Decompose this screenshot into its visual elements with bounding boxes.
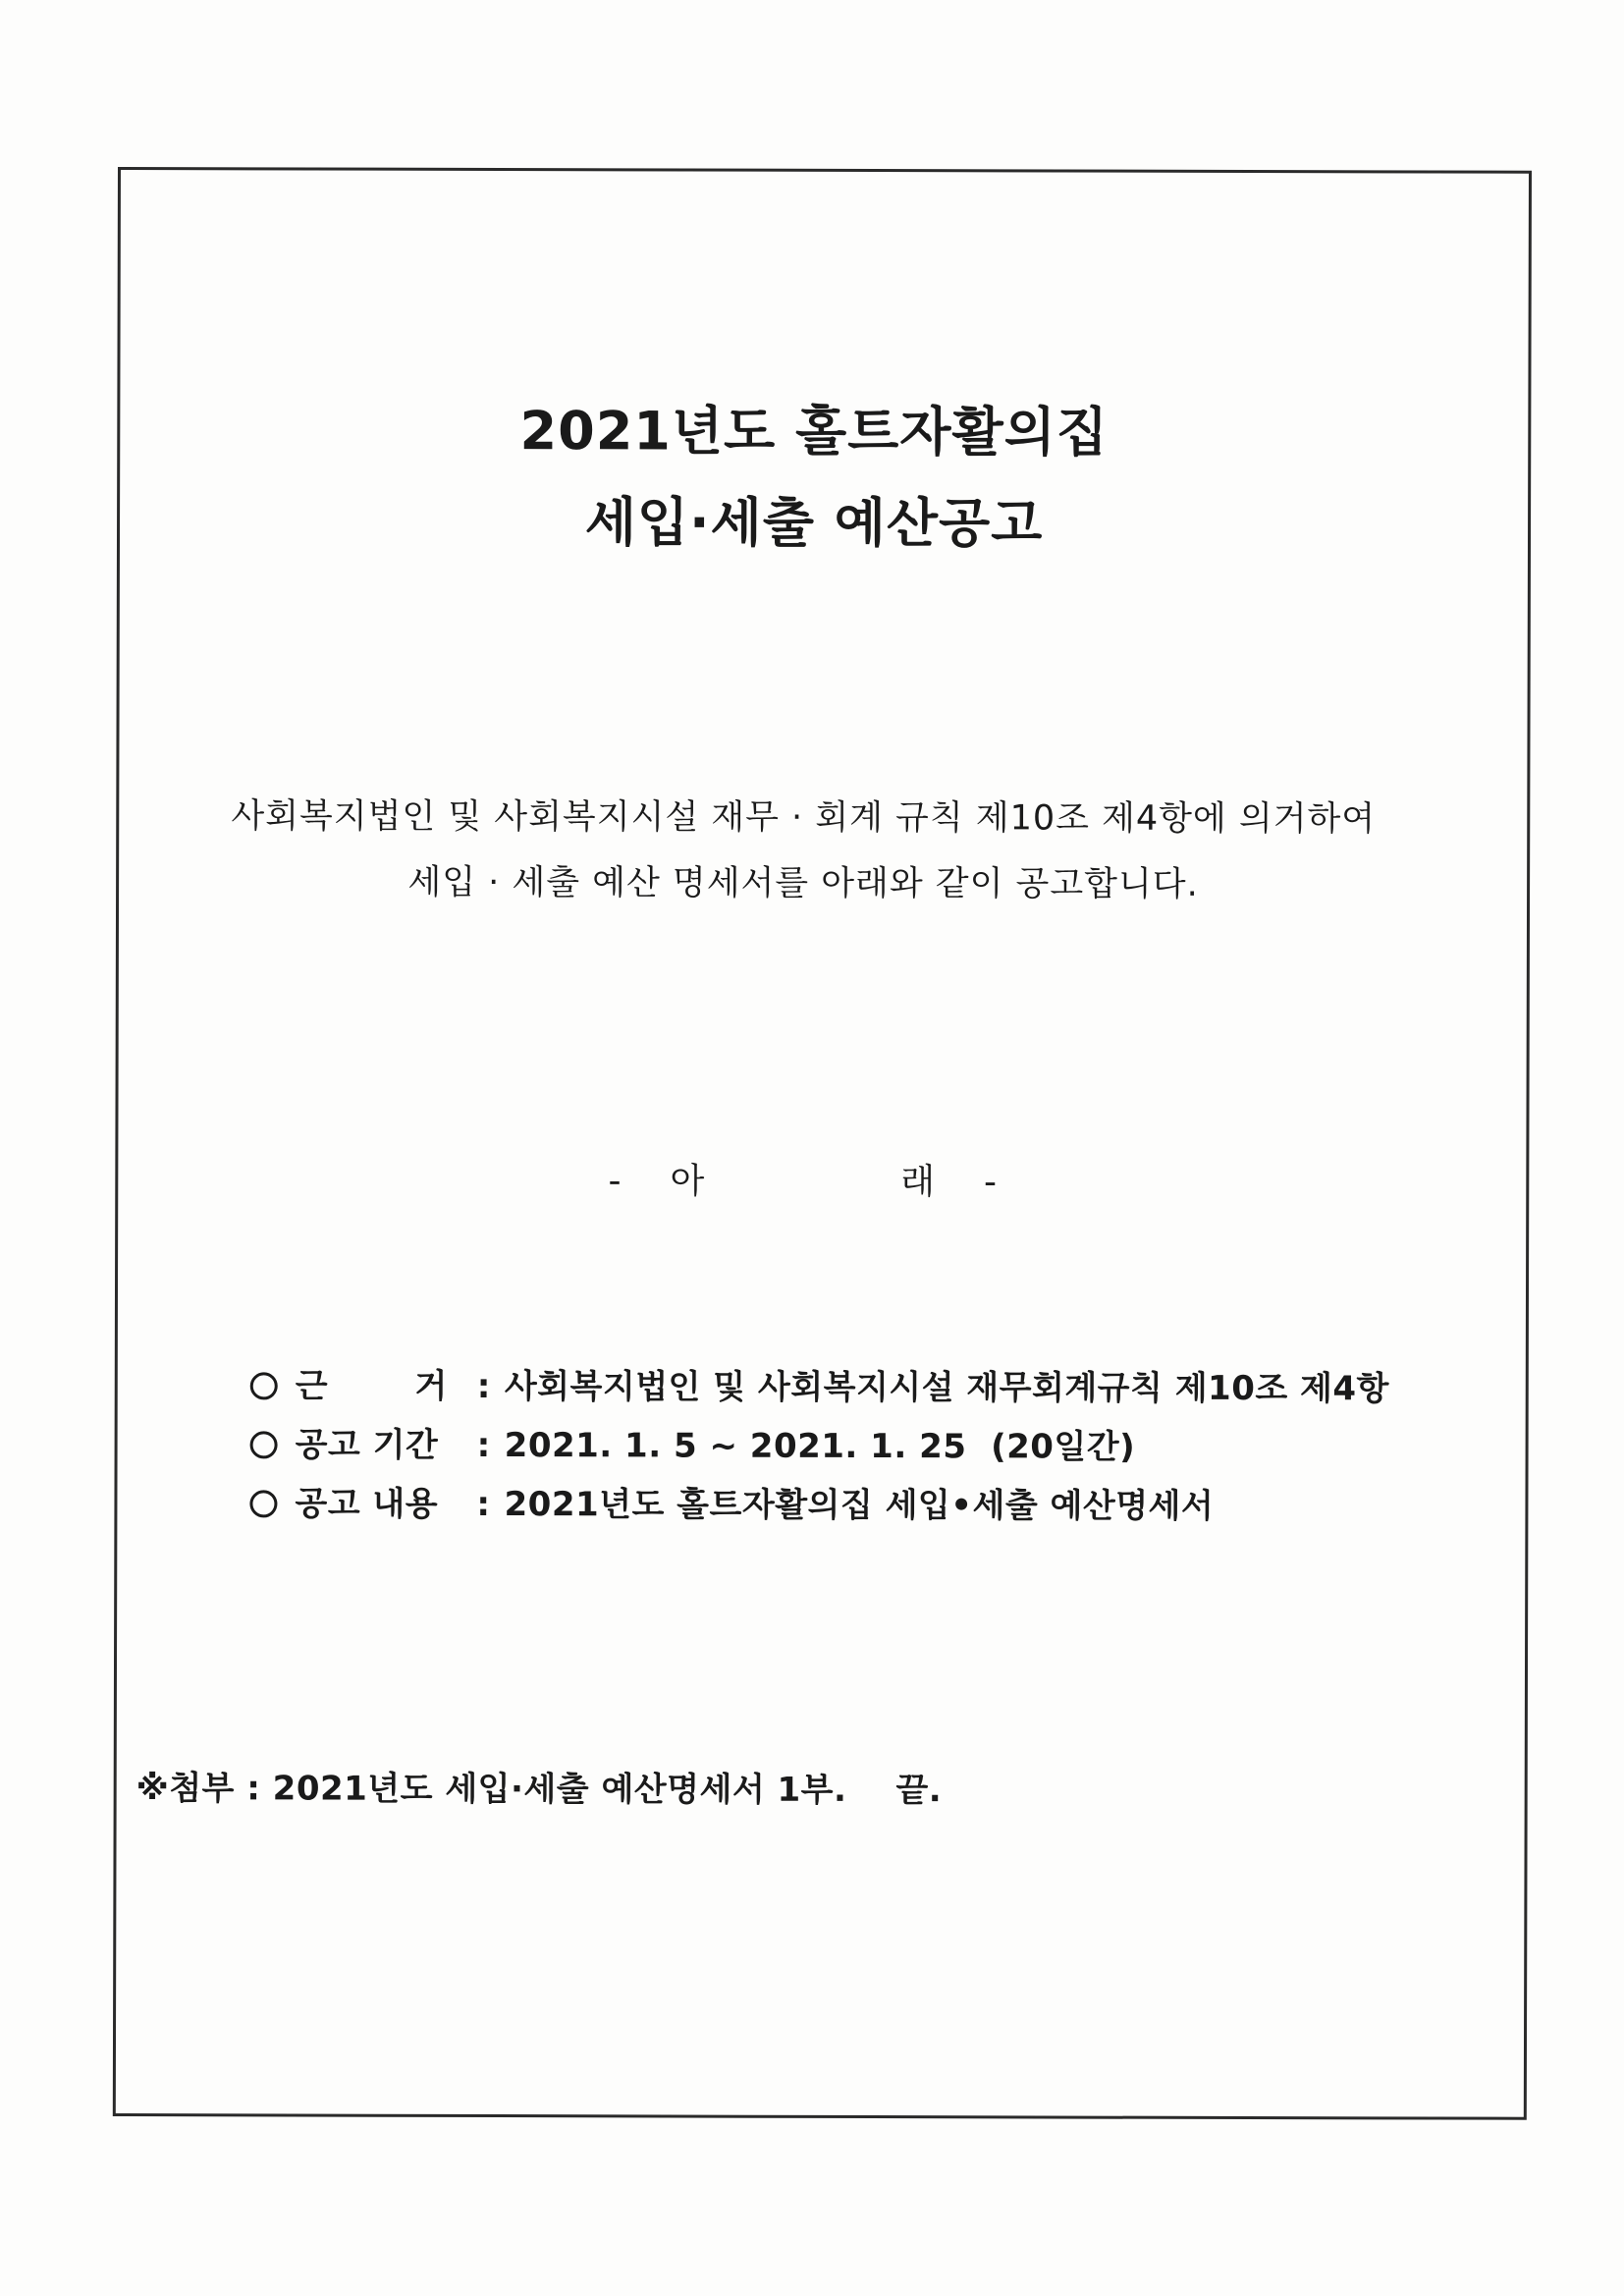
intro-line1: 사회복지법인 및 사회복지시설 재무 · 회계 규칙 제10조 제4항에 의거하여 [231,796,1377,840]
circle-bullet-icon [249,1490,277,1517]
item-basis-colon: : [476,1366,491,1406]
intro-line2: 세입 · 세출 예산 명세서를 아래와 같이 공고합니다. [407,862,1199,904]
item-basis [250,1358,1389,1409]
notice-title-line2: 세입·세출 예산공고 [584,491,1044,555]
item-basis-label-last: 거 [414,1366,448,1406]
item-basis-value: 사회복지법인 및 사회복지시설 재무회계규칙 제10조 제4항 [504,1367,1389,1409]
attachment-end: 끝. [895,1771,943,1811]
separator-left-dash: - [608,1161,622,1202]
item-period [250,1417,1136,1467]
item-period-label: 공고 기간 [295,1425,439,1465]
item-content [249,1476,1214,1527]
attachment-note [136,1761,943,1811]
item-content-value: 2021년도 홀트자활의집 세입•세출 예산명세서 [504,1485,1215,1526]
separator-right-dash: - [984,1162,998,1203]
item-basis-label [296,1358,448,1406]
item-content-label: 공고 내용 [295,1484,439,1524]
document-frame [113,167,1532,2120]
item-basis-label-first: 근 [295,1366,329,1406]
section-separator [98,1152,1506,1206]
separator-left: 아 [670,1161,705,1202]
attachment-text: ※첨부 : 2021년도 세입·세출 예산명세서 1부. [135,1769,847,1810]
notice-title-line1: 2021년도 홀트자활의집 [519,400,1110,464]
circle-bullet-icon [250,1372,278,1399]
separator-right: 래 [900,1162,936,1203]
item-content-colon: : [476,1484,491,1524]
circle-bullet-icon [250,1431,278,1458]
item-period-colon: : [476,1425,491,1465]
item-period-value: 2021. 1. 5 ~ 2021. 1. 25 (20일간) [504,1426,1136,1467]
